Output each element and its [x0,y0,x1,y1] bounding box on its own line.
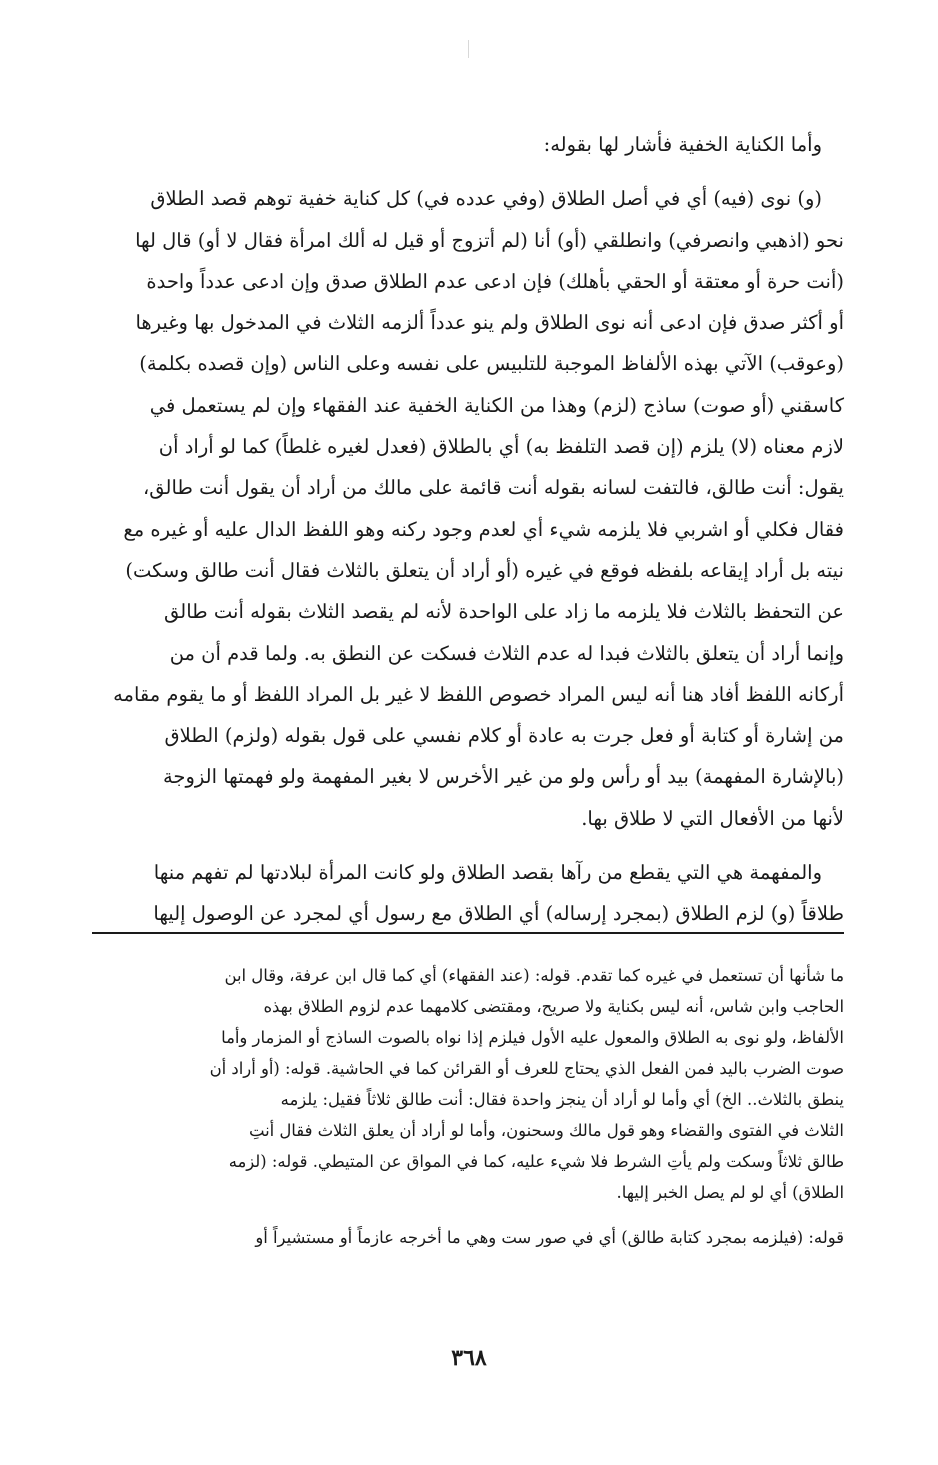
text-line: (أنت حرة أو معتقة أو الحقي بأهلك) فإن ادعى عدم الطلاق صدق وإن ادعى عدداً واحدة [146,269,844,293]
paragraph-2 [92,852,844,935]
footnote-line: الثلاث في الفتوى والقضاء وهو قول مالك وسحنون، وأما لو أراد أن يعلق الثلاث فقال أنتِ [248,1121,844,1140]
text-line: يقول: أنت طالق، فالتفت لسانه بقوله أنت قائمة على مالك من أراد أن يقول أنت طالق، [142,476,844,500]
footnote-line: ما شأنها أن تستعمل في غيره كما تقدم. قوله: (عند الفقهاء) أي كما قال ابن عرفة، وقال ابن [224,966,844,985]
text-line: فقال فكلي أو اشربي فلا يلزمه شيء أي لعدم وجود ركنه وهو اللفظ الدال عليه أو غيره مع [123,517,844,541]
text-line: (و) نوى (فيه) أي في أصل الطلاق (وفي عدده في) كل كناية خفية توهم قصد الطلاق [150,187,822,211]
text-line: من إشارة أو كتابة أو فعل جرت به عادة أو كلام نفسي على قول بقوله (ولزم) الطلاق [164,724,844,748]
text-line: نحو (اذهبي وانصرفي) وانطلقي (أو) أنا (لم أتزوج أو قيل له ألك امرأة فقال لا أو) قال لها [135,228,844,252]
text-line: لأنها من الأفعال التي لا طلاق بها. [581,806,844,830]
text-line: والمفهمة هي التي يقطع من رآها بقصد الطلاق ولو كانت المرأة لبلادتها لم تفهم منها [153,861,822,885]
footnote-line: الحاجب وابن شاس، أنه ليس بكناية ولا صريح، ومقتضى كلامهما عدم لزوم الطلاق بهذه [263,997,844,1016]
text-line: لازم معناه (لا) يلزم (إن قصد التلفظ به) أي بالطلاق (فعدل لغيره غلطاً) كما لو أراد أن [158,435,844,459]
text-line: كاسقني (أو صوت) ساذج (لزم) وهذا من الكناية الخفية عند الفقهاء وإن لم يستعمل في [149,393,844,417]
footnote-separator [92,932,844,934]
text-line: وإنما أراد أن يتعلق بالثلاث فبدا له عدم الثلاث فسكت عن النطق به. ولما قدم أن من [169,641,844,665]
footnote-line: طالق ثلاثاً وسكت ولم يأتِ الشرط فلا شيء عليه، كما في المواق عن المتيطي. قوله: (لزمه [228,1152,844,1171]
text-line: أو أكثر صدق فإن ادعى أنه نوى الطلاق ولم ينو عدداً ألزمه الثلاث في المدخول بها وغيرها [135,311,844,335]
footnote-1 [92,960,844,1208]
intro-line: وأما الكناية الخفية فأشار لها بقوله: [543,133,822,156]
text-line: طلاقاً (و) لزم الطلاق (بمجرد إرساله) أي الطلاق مع رسول أي لمجرد عن الوصول إليها [153,902,844,926]
footnote-2: قوله: (فيلزمه بمجرد كتابة طالق) أي في صور ست وهي ما أخرجه عازماً أو مستشيراً أو [255,1228,844,1247]
footnote-line: ينطق بالثلاث.. الخ) أي وأما لو أراد أن ينجز واحدة فقال: أنت طالق ثلاثاً فقيل: يلزمه [280,1090,844,1109]
text-line: نيته بل أراد إيقاعه بلفظه فوقع في غيره (أو أراد أن يتعلق بالثلاث فقال أنت طالق وسكت) [125,558,844,582]
footnote-line: الألفاظ، ولو نوى به الطلاق والمعول عليه الأول فيلزم إذا نواه بالصوت الساذج أو المزمار وأما [221,1028,844,1047]
footnote-line: الطلاق) أي لو لم يصل الخبر إليها. [616,1183,844,1202]
page-number: ٣٦٨ [451,1345,487,1371]
footnotes [92,960,844,1267]
text-line: (وعوقب) الآتي بهذه الألفاظ الموجبة للتلبيس على نفسه وعلى الناس (وإن قصده بكلمة) [139,352,844,376]
text-line: عن التحفظ بالثلاث فلا يلزمه ما زاد على الواحدة لأنه لم يقصد الثلاث بقوله أنت طالق [164,600,844,624]
text-line: أركانه اللفظ أفاد هنا أنه ليس المراد خصوص اللفظ لا غير بل المراد اللفظ أو ما يقوم مقامه [113,682,844,706]
paragraph-1 [92,178,844,839]
text-line: (بالإشارة المفهمة) بيد أو رأس ولو من غير الأخرس لا بغير المفهمة ولو فهمتها الزوجة [162,765,844,789]
footnote-line: صوت الضرب باليد فمن الفعل الذي يحتاج للعرف أو القرائن كما في الحاشية. قوله: (أو أراد أن [209,1059,844,1078]
main-text [92,124,844,948]
gutter-mark [468,40,469,58]
